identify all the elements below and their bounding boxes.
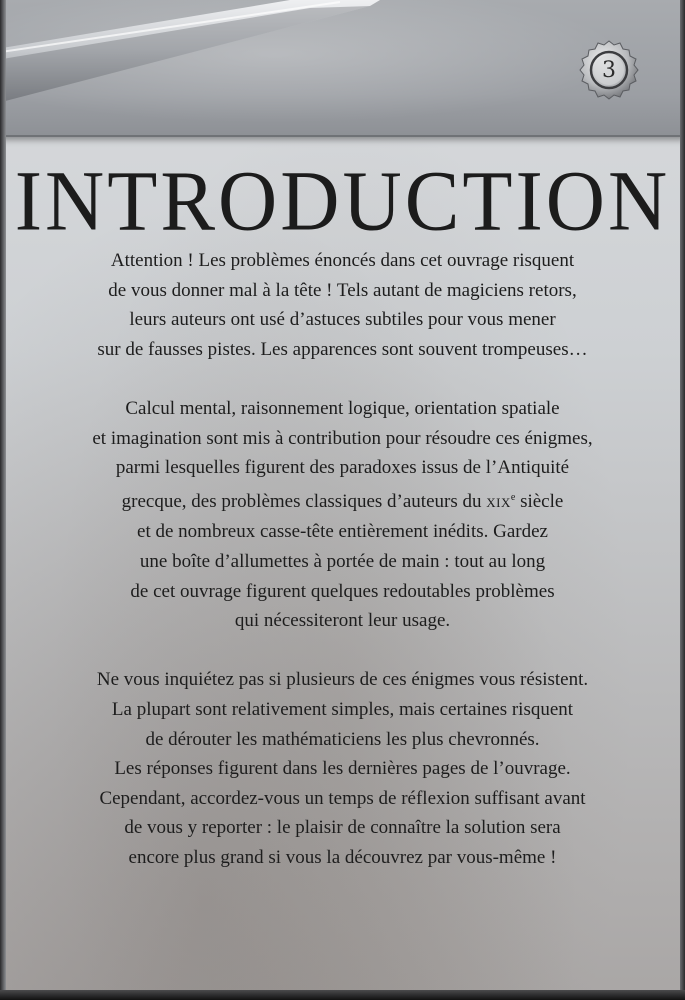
paragraph xyxy=(40,394,645,636)
introduction-body xyxy=(40,246,645,902)
text-segment: grecque, des problèmes classiques d’auteurs du xyxy=(121,490,487,512)
text-line: de dérouter les mathématiciens les plus chevronnés. xyxy=(145,728,540,750)
text-line: Cependant, accordez-vous un temps de réflexion suffisant avant xyxy=(99,787,586,809)
ordinal-superscript: e xyxy=(510,491,516,503)
text-line: de cet ouvrage figurent quelques redoutables problèmes xyxy=(130,580,555,602)
paragraph xyxy=(40,665,645,872)
text-line: de vous y reporter : le plaisir de connaître la solution sera xyxy=(124,817,561,839)
text-line: de vous donner mal à la tête ! Tels autant de magiciens retors, xyxy=(108,279,577,301)
text-line: Calcul mental, raisonnement logique, orientation spatiale xyxy=(125,397,560,419)
page-bottom-edge xyxy=(0,990,685,1000)
text-line: Les réponses figurent dans les dernières pages de l’ouvrage. xyxy=(114,758,571,780)
text-line xyxy=(40,483,645,518)
text-line: et imagination sont mis à contribution pour résoudre ces énigmes, xyxy=(92,427,593,449)
text-segment: siècle xyxy=(515,490,564,512)
text-line: sur de fausses pistes. Les apparences sont souvent trompeuses… xyxy=(97,338,588,360)
text-line: leurs auteurs ont usé d’astuces subtiles pour vous mener xyxy=(129,309,556,331)
page-number: 3 xyxy=(602,57,616,83)
century-numeral: XIX xyxy=(486,494,511,510)
page-title: INTRODUCTION xyxy=(14,152,671,249)
book-binding-edge xyxy=(0,0,6,1000)
paragraph xyxy=(40,246,645,364)
header-band xyxy=(0,0,685,137)
text-line: parmi lesquelles figurent des paradoxes issus de l’Antiquité xyxy=(115,457,570,479)
text-line: et de nombreux casse-tête entièrement inédits. Gardez xyxy=(137,521,548,543)
text-line: La plupart sont relativement simples, mais certaines risquent xyxy=(111,698,574,720)
blade-illustration xyxy=(0,0,380,120)
text-line: Attention ! Les problèmes énoncés dans cet ouvrage risquent xyxy=(110,250,575,271)
text-line: qui nécessiteront leur usage. xyxy=(234,610,451,632)
text-line: une boîte d’allumettes à portée de main : tout au long xyxy=(139,550,546,572)
text-line: encore plus grand si vous la découvrez par vous-même ! xyxy=(128,846,557,868)
text-line: Ne vous inquiétez pas si plusieurs de ces énigmes vous résistent. xyxy=(96,669,589,691)
page-right-edge xyxy=(680,0,685,1000)
